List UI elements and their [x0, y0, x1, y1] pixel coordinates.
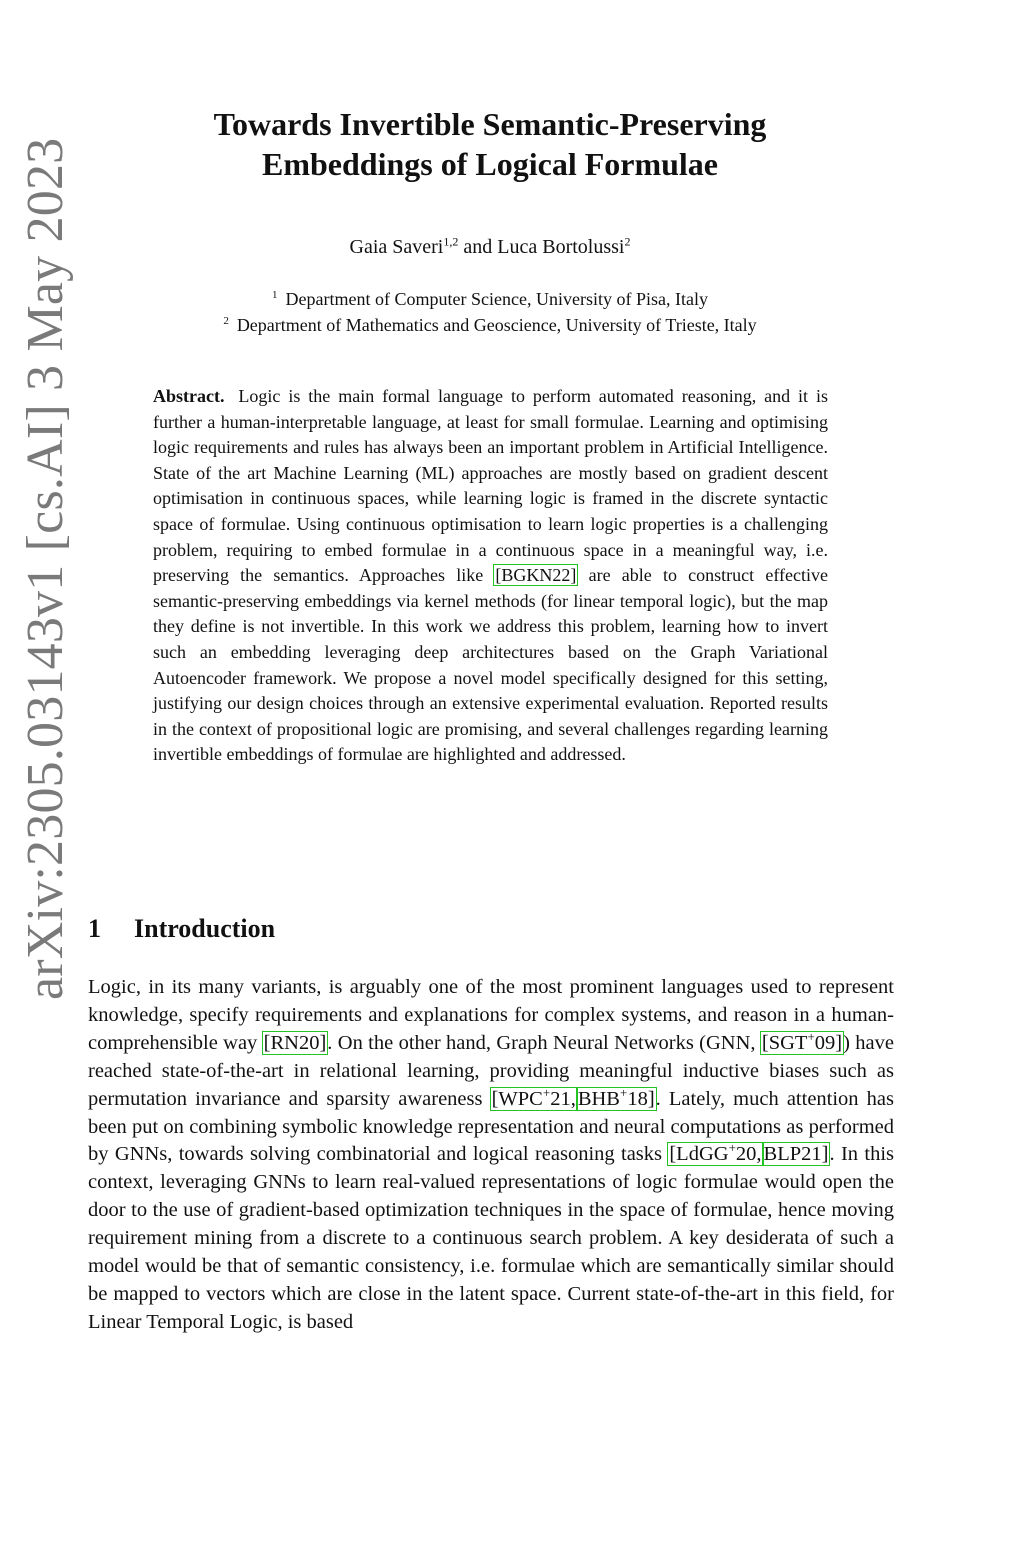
citation-text: 20, [735, 1143, 762, 1166]
affiliation-list [0, 286, 980, 338]
citation-text: 18] [627, 1087, 655, 1110]
body-text: . On the other hand, Graph Neural Networks (GNN, [327, 1031, 756, 1054]
citation-text: 21, [550, 1087, 576, 1110]
body-text: . In this context, leveraging GNNs to learn real-valued representations of logic formulae would open the door to the use of gradient-based optimization techniques in the space of formulae, hence moving requirement mining from a discrete to a continuous search problem. A key desiderata of such a model would be that of semantic consistency, i.e. formulae which are semantically similar should be mapped to vectors which are close in the latent space. Current state-of-the-art in this field, for Linear Temporal Logic, is based [88, 1143, 894, 1333]
abstract-label: Abstract. [153, 386, 225, 406]
affiliation-number: 1 [272, 289, 278, 301]
introduction-paragraph [88, 974, 894, 1337]
abstract-text: Logic is the main formal language to perform automated reasoning, and it is further a human-interpretable language, at least for small formulae. Learning and optimising logic requirements and rules has always been an important problem in Artificial Intelligence. State of the art Machine Learning (ML) approaches are mostly based on gradient descent optimisation in continuous spaces, while learning logic is framed in the discrete syntactic space of formulae. Using continuous optimisation to learn logic properties is a challenging problem, requiring to embed formulae in a continuous space in a meaningful way, i.e. preserving the semantics. Approaches like [153, 386, 828, 586]
title-line-2: Embeddings of Logical Formulae [261, 146, 718, 182]
author-conjunction: and [463, 236, 493, 258]
citation-superscript: + [807, 1028, 815, 1044]
citation-link[interactable] [577, 1084, 656, 1110]
paper-title [0, 104, 980, 184]
title-line-1: Towards Invertible Semantic-Preserving [213, 106, 767, 142]
citation-superscript: + [728, 1140, 736, 1156]
citation-link[interactable] [491, 1084, 577, 1110]
citation-superscript: + [542, 1084, 551, 1100]
author-name: Luca Bortolussi [497, 236, 625, 258]
citation-link[interactable]: BLP21] [763, 1143, 829, 1166]
arxiv-identifier[interactable]: arXiv:2305.03143v1 [cs.AI] 3 May 2023 [17, 137, 74, 1000]
body-text: Logic, in its many variants, is arguably one of the most prominent languages used to represent knowledge, specify requirements and explanations for complex systems, and reason in a human-comprehensible way [88, 976, 894, 1054]
citation-text: [LdGG [669, 1143, 729, 1166]
citation-link[interactable] [668, 1140, 762, 1166]
affiliation-number: 2 [223, 315, 229, 327]
citation-superscript: + [619, 1084, 628, 1100]
section-title: Introduction [134, 914, 276, 943]
abstract-text: are able to construct effective semantic-preserving embeddings via kernel methods (for linear temporal logic), but the map they define is not invertible. In this work we address this problem, learning how to invert such an embedding leveraging deep architectures based on the Graph Variational Autoencoder framework. We propose a novel model specifically designed for this setting, justifying our design choices through an extensive experimental evaluation. Reported results in the context of propositional logic are promising, and several challenges regarding learning invertible embeddings of formulae are highlighted and addressed. [153, 565, 828, 765]
affiliation-text: Department of Computer Science, University of Pisa, Italy [285, 289, 708, 309]
citation-link[interactable] [761, 1028, 843, 1054]
citation-text: [WPC [491, 1087, 543, 1110]
body-text: ) have reached state-of-the-art in relational learning, providing meaningful inductive biases such as permutation invariance and sparsity awareness [88, 1031, 895, 1110]
affiliation-item [0, 312, 980, 338]
citation-link[interactable]: [BGKN22] [495, 565, 577, 586]
author-name: Gaia Saveri [349, 236, 444, 258]
author-affiliation-marker: 2 [624, 234, 631, 249]
author-affiliation-marker: 1,2 [443, 234, 459, 249]
citation-text: [SGT [761, 1031, 808, 1054]
citation-link[interactable]: [RN20] [263, 1031, 327, 1054]
citation-text: 09] [814, 1031, 843, 1054]
citation-text: BHB [577, 1087, 620, 1110]
section-heading [88, 912, 275, 946]
body-text: . Lately, much attention has been put on combining symbolic knowledge representation and neural computations as performed by GNNs, towards solving combinatorial and logical reasoning tasks [88, 1087, 894, 1166]
affiliation-text: Department of Mathematics and Geoscience, University of Trieste, Italy [236, 315, 757, 335]
affiliation-item [0, 286, 980, 312]
abstract [153, 384, 828, 768]
author-list [0, 234, 980, 260]
section-number: 1 [88, 914, 101, 943]
